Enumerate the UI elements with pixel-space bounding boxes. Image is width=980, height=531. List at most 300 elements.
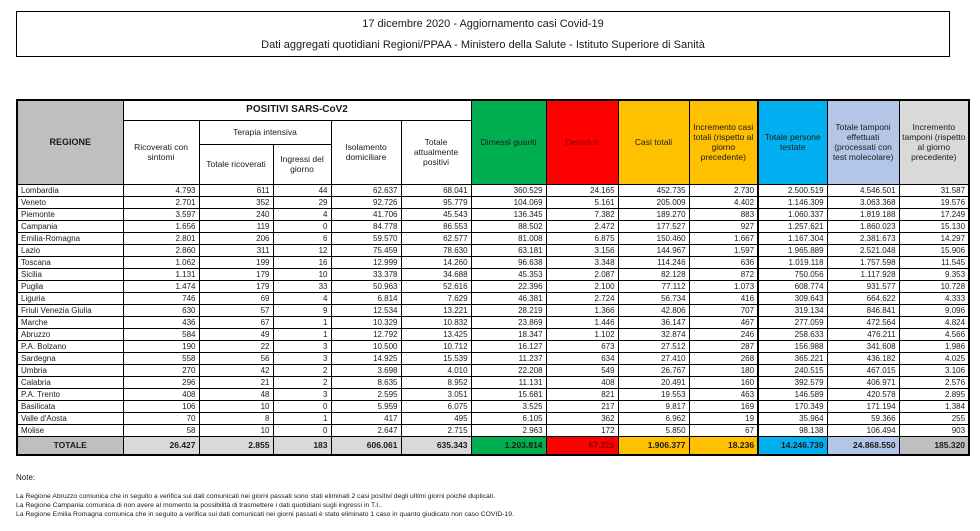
cell-value: 217	[546, 400, 618, 412]
cell-value: 277.059	[758, 316, 827, 328]
col-header-tamponi: Totale tamponi effettuati (processati con test molecolare)	[827, 100, 899, 184]
cell-value: 6	[273, 232, 331, 244]
cell-value: 88.502	[471, 220, 546, 232]
cell-value: 4.546.501	[827, 184, 899, 196]
cell-value: 44	[273, 184, 331, 196]
col-group-terapia-intensiva: Terapia intensiva	[199, 120, 331, 144]
table-row	[17, 340, 969, 352]
cell-value: 931.577	[827, 280, 899, 292]
cell-value: 9	[273, 304, 331, 316]
cell-value: 584	[123, 328, 199, 340]
cell-value: 4	[273, 292, 331, 304]
note-campania: La Regione Campania comunica di non avere al momento la possibilità di trasmettere i dati quotidiani sugli ingressi in T.I..	[16, 501, 382, 509]
cell-value: 10	[199, 400, 273, 412]
cell-value: 2	[273, 364, 331, 376]
cell-value: 177.527	[618, 220, 689, 232]
cell-value: 8.952	[401, 376, 471, 388]
table-row	[17, 424, 969, 436]
cell-value: 19.553	[618, 388, 689, 400]
cell-value: 20.491	[618, 376, 689, 388]
cell-value: 114.246	[618, 256, 689, 268]
cell-value: 31.587	[899, 184, 969, 196]
cell-value: 408	[123, 388, 199, 400]
cell-value: 416	[689, 292, 758, 304]
report-date-title: 17 dicembre 2020 - Aggiornamento casi Covid-19	[362, 18, 604, 30]
cell-value: 3.156	[546, 244, 618, 256]
cell-value: 1.757.598	[827, 256, 899, 268]
cell-value: 1.102	[546, 328, 618, 340]
cell-value: 4	[273, 208, 331, 220]
cell-value: 29	[273, 196, 331, 208]
cell-value: 1.446	[546, 316, 618, 328]
cell-value: 883	[689, 208, 758, 220]
cell-value: 36.147	[618, 316, 689, 328]
cell-value: 179	[199, 280, 273, 292]
region-name: Puglia	[17, 280, 123, 292]
cell-value: 3.051	[401, 388, 471, 400]
cell-value: 19.576	[899, 196, 969, 208]
cell-value: 246	[689, 328, 758, 340]
cell-value: 68.041	[401, 184, 471, 196]
cell-value: 319.134	[758, 304, 827, 316]
cell-value: 2.715	[401, 424, 471, 436]
cell-value: 4.793	[123, 184, 199, 196]
cell-value: 4.010	[401, 364, 471, 376]
cell-value: 1	[273, 328, 331, 340]
cell-value: 12.792	[331, 328, 401, 340]
cell-value: 1.819.188	[827, 208, 899, 220]
table-row	[17, 316, 969, 328]
cell-value: 1.474	[123, 280, 199, 292]
cell-value: 1.117.928	[827, 268, 899, 280]
cell-value: 846.841	[827, 304, 899, 316]
cell-value: 3.106	[899, 364, 969, 376]
cell-value: 170.349	[758, 400, 827, 412]
cell-value: 14.260	[401, 256, 471, 268]
cell-value: 392.579	[758, 376, 827, 388]
col-header-incremento-tamponi: Incremento tamponi (rispetto al giorno precedente)	[899, 100, 969, 184]
cell-value: 95.779	[401, 196, 471, 208]
cell-value: 6.075	[401, 400, 471, 412]
cell-value: 6.962	[618, 412, 689, 424]
totale-incremento-casi: 18.236	[689, 436, 758, 455]
cell-value: 81.008	[471, 232, 546, 244]
cell-value: 35.964	[758, 412, 827, 424]
cell-value: 0	[273, 400, 331, 412]
cell-value: 3.348	[546, 256, 618, 268]
cell-value: 50.963	[331, 280, 401, 292]
cell-value: 821	[546, 388, 618, 400]
cell-value: 2.472	[546, 220, 618, 232]
cell-value: 240	[199, 208, 273, 220]
cell-value: 1.019.118	[758, 256, 827, 268]
cell-value: 1	[273, 412, 331, 424]
cell-value: 8	[199, 412, 273, 424]
region-name: Marche	[17, 316, 123, 328]
cell-value: 18.347	[471, 328, 546, 340]
cell-value: 270	[123, 364, 199, 376]
cell-value: 206	[199, 232, 273, 244]
cell-value: 4.025	[899, 352, 969, 364]
cell-value: 255	[899, 412, 969, 424]
cell-value: 2.895	[899, 388, 969, 400]
table-row	[17, 304, 969, 316]
table-row	[17, 232, 969, 244]
cell-value: 1.986	[899, 340, 969, 352]
col-header-totale-positivi: Totale attualmente positivi	[401, 120, 471, 184]
cell-value: 4.402	[689, 196, 758, 208]
region-name: Campania	[17, 220, 123, 232]
col-header-dimessi-guariti: Dimessi guariti	[471, 100, 546, 184]
region-name: Emilia-Romagna	[17, 232, 123, 244]
cell-value: 3.698	[331, 364, 401, 376]
totale-dimessi: 1.203.814	[471, 436, 546, 455]
cell-value: 180	[689, 364, 758, 376]
cell-value: 144.967	[618, 244, 689, 256]
table-row	[17, 292, 969, 304]
cell-value: 1.656	[123, 220, 199, 232]
note-abruzzo: La Regione Abruzzo comunica che in seguito a verifica sui dati comunicati nei giorni passati sono stati eliminati 2 casi positivi degli ultimi giorni poiché duplicati.	[16, 493, 496, 500]
table-row	[17, 244, 969, 256]
cell-value: 2	[273, 376, 331, 388]
cell-value: 352	[199, 196, 273, 208]
cell-value: 495	[401, 412, 471, 424]
totale-terapia-intensiva: 2.855	[199, 436, 273, 455]
cell-value: 199	[199, 256, 273, 268]
cell-value: 3	[273, 352, 331, 364]
cell-value: 467.015	[827, 364, 899, 376]
cell-value: 205.009	[618, 196, 689, 208]
cell-value: 106.494	[827, 424, 899, 436]
cell-value: 9.817	[618, 400, 689, 412]
cell-value: 33.378	[331, 268, 401, 280]
cell-value: 903	[899, 424, 969, 436]
cell-value: 287	[689, 340, 758, 352]
cell-value: 84.778	[331, 220, 401, 232]
cell-value: 10.728	[899, 280, 969, 292]
cell-value: 52.616	[401, 280, 471, 292]
region-name: Liguria	[17, 292, 123, 304]
cell-value: 56	[199, 352, 273, 364]
cell-value: 664.622	[827, 292, 899, 304]
cell-value: 12	[273, 244, 331, 256]
cell-value: 1.062	[123, 256, 199, 268]
cell-value: 5.850	[618, 424, 689, 436]
cell-value: 59.366	[827, 412, 899, 424]
cell-value: 45.543	[401, 208, 471, 220]
cell-value: 420.578	[827, 388, 899, 400]
cell-value: 10.500	[331, 340, 401, 352]
totale-ricoverati: 26.427	[123, 436, 199, 455]
cell-value: 360.529	[471, 184, 546, 196]
region-name: Friuli Venezia Giulia	[17, 304, 123, 316]
cell-value: 15.681	[471, 388, 546, 400]
cell-value: 15.539	[401, 352, 471, 364]
cell-value: 258.633	[758, 328, 827, 340]
cell-value: 2.521.048	[827, 244, 899, 256]
cell-value: 106	[123, 400, 199, 412]
cell-value: 365.221	[758, 352, 827, 364]
table-row	[17, 328, 969, 340]
cell-value: 22.396	[471, 280, 546, 292]
region-name: Calabria	[17, 376, 123, 388]
cell-value: 12.999	[331, 256, 401, 268]
cell-value: 58	[123, 424, 199, 436]
cell-value: 746	[123, 292, 199, 304]
col-header-ricoverati-sintomi: Ricoverati con sintomi	[123, 120, 199, 184]
report-subtitle: Dati aggregati quotidiani Regioni/PPAA - Ministero della Salute - Istituto Superiore di Sanità	[261, 39, 705, 51]
cell-value: 927	[689, 220, 758, 232]
col-header-deceduti: Deceduti	[546, 100, 618, 184]
cell-value: 636	[689, 256, 758, 268]
cell-value: 8.635	[331, 376, 401, 388]
cell-value: 1.965.889	[758, 244, 827, 256]
cell-value: 2.381.673	[827, 232, 899, 244]
cell-value: 22	[199, 340, 273, 352]
totale-tamponi: 24.868.550	[827, 436, 899, 455]
cell-value: 17.249	[899, 208, 969, 220]
cell-value: 33	[273, 280, 331, 292]
table-body	[17, 184, 969, 436]
totale-label: TOTALE	[17, 436, 123, 455]
table-header	[17, 100, 969, 184]
cell-value: 1.060.337	[758, 208, 827, 220]
cell-value: 9.353	[899, 268, 969, 280]
cell-value: 1.167.304	[758, 232, 827, 244]
cell-value: 19	[689, 412, 758, 424]
cell-value: 2.724	[546, 292, 618, 304]
cell-value: 2.576	[899, 376, 969, 388]
cell-value: 69	[199, 292, 273, 304]
cell-value: 172	[546, 424, 618, 436]
table-row	[17, 412, 969, 424]
cell-value: 3	[273, 340, 331, 352]
cell-value: 56.734	[618, 292, 689, 304]
cell-value: 67	[199, 316, 273, 328]
cell-value: 63.181	[471, 244, 546, 256]
cell-value: 23.869	[471, 316, 546, 328]
cell-value: 872	[689, 268, 758, 280]
cell-value: 5.161	[546, 196, 618, 208]
cell-value: 2.087	[546, 268, 618, 280]
col-header-regione: REGIONE	[17, 100, 123, 184]
cell-value: 14.297	[899, 232, 969, 244]
region-name: Basilicata	[17, 400, 123, 412]
table-row	[17, 376, 969, 388]
cell-value: 0	[273, 220, 331, 232]
region-name: Umbria	[17, 364, 123, 376]
cell-value: 2.701	[123, 196, 199, 208]
cell-value: 1.257.621	[758, 220, 827, 232]
col-header-isolamento: Isolamento domiciliare	[331, 120, 401, 184]
cell-value: 150.460	[618, 232, 689, 244]
table-row	[17, 196, 969, 208]
cell-value: 34.688	[401, 268, 471, 280]
cell-value: 27.512	[618, 340, 689, 352]
table-row	[17, 268, 969, 280]
cell-value: 96.638	[471, 256, 546, 268]
cell-value: 549	[546, 364, 618, 376]
cell-value: 13.221	[401, 304, 471, 316]
region-name: Abruzzo	[17, 328, 123, 340]
cell-value: 11.131	[471, 376, 546, 388]
region-name: Sicilia	[17, 268, 123, 280]
cell-value: 296	[123, 376, 199, 388]
cell-value: 2.595	[331, 388, 401, 400]
table-row	[17, 184, 969, 196]
cell-value: 75.459	[331, 244, 401, 256]
cell-value: 4.824	[899, 316, 969, 328]
totale-casi: 1.906.377	[618, 436, 689, 455]
totale-isolamento: 606.061	[331, 436, 401, 455]
cell-value: 22.208	[471, 364, 546, 376]
note-emilia-romagna: La Regione Emilia Romagna comunica che in seguito a verifica sui dati comunicati nei giorni passati è stato eliminato 1 caso in quanto giudicato non caso COVID-19.	[16, 510, 514, 518]
cell-value: 119	[199, 220, 273, 232]
cell-value: 2.860	[123, 244, 199, 256]
cell-value: 10	[199, 424, 273, 436]
cell-value: 0	[273, 424, 331, 436]
cell-value: 160	[689, 376, 758, 388]
cell-value: 634	[546, 352, 618, 364]
cell-value: 70	[123, 412, 199, 424]
cell-value: 78.630	[401, 244, 471, 256]
region-name: Molise	[17, 424, 123, 436]
cell-value: 11.237	[471, 352, 546, 364]
cell-value: 171.194	[827, 400, 899, 412]
table-row	[17, 280, 969, 292]
cell-value: 67	[689, 424, 758, 436]
cell-value: 673	[546, 340, 618, 352]
cell-value: 190	[123, 340, 199, 352]
title-box	[16, 11, 950, 57]
cell-value: 472.564	[827, 316, 899, 328]
totale-attualmente-positivi: 635.343	[401, 436, 471, 455]
cell-value: 2.963	[471, 424, 546, 436]
cell-value: 15.130	[899, 220, 969, 232]
cell-value: 10	[273, 268, 331, 280]
cell-value: 26.767	[618, 364, 689, 376]
cell-value: 2.100	[546, 280, 618, 292]
region-name: Lazio	[17, 244, 123, 256]
cell-value: 156.988	[758, 340, 827, 352]
cell-value: 98.138	[758, 424, 827, 436]
region-name: Valle d'Aosta	[17, 412, 123, 424]
cell-value: 7.382	[546, 208, 618, 220]
cell-value: 42	[199, 364, 273, 376]
covid-data-table	[16, 99, 970, 456]
cell-value: 240.515	[758, 364, 827, 376]
cell-value: 57	[199, 304, 273, 316]
cell-value: 42.806	[618, 304, 689, 316]
cell-value: 21	[199, 376, 273, 388]
table-row	[17, 352, 969, 364]
table-row	[17, 208, 969, 220]
cell-value: 46.381	[471, 292, 546, 304]
cell-value: 28.219	[471, 304, 546, 316]
cell-value: 4.566	[899, 328, 969, 340]
cell-value: 6.814	[331, 292, 401, 304]
totale-row	[17, 436, 969, 455]
table-row	[17, 400, 969, 412]
cell-value: 12.534	[331, 304, 401, 316]
cell-value: 436	[123, 316, 199, 328]
cell-value: 1.597	[689, 244, 758, 256]
cell-value: 59.570	[331, 232, 401, 244]
cell-value: 608.774	[758, 280, 827, 292]
cell-value: 6.105	[471, 412, 546, 424]
cell-value: 1.860.023	[827, 220, 899, 232]
col-header-ingressi-giorno: Ingressi del giorno	[273, 144, 331, 184]
region-name: Toscana	[17, 256, 123, 268]
col-header-persone-testate: Totale persone testate	[758, 100, 827, 184]
cell-value: 9.096	[899, 304, 969, 316]
cell-value: 309.643	[758, 292, 827, 304]
col-group-positivi-sars-cov2: POSITIVI SARS-CoV2	[123, 100, 471, 120]
cell-value: 1.131	[123, 268, 199, 280]
cell-value: 2.801	[123, 232, 199, 244]
region-name: Piemonte	[17, 208, 123, 220]
cell-value: 311	[199, 244, 273, 256]
cell-value: 452.735	[618, 184, 689, 196]
cell-value: 3.597	[123, 208, 199, 220]
cell-value: 1	[273, 316, 331, 328]
cell-value: 436.182	[827, 352, 899, 364]
cell-value: 2.647	[331, 424, 401, 436]
cell-value: 750.056	[758, 268, 827, 280]
region-name: P.A. Bolzano	[17, 340, 123, 352]
cell-value: 707	[689, 304, 758, 316]
cell-value: 86.553	[401, 220, 471, 232]
cell-value: 10.832	[401, 316, 471, 328]
table-row	[17, 388, 969, 400]
notes-title: Note:	[16, 473, 36, 482]
cell-value: 27.410	[618, 352, 689, 364]
table-footer	[17, 436, 969, 455]
col-header-totale-ricoverati: Totale ricoverati	[199, 144, 273, 184]
cell-value: 1.384	[899, 400, 969, 412]
table-row	[17, 364, 969, 376]
cell-value: 15.906	[899, 244, 969, 256]
cell-value: 1.146.309	[758, 196, 827, 208]
cell-value: 630	[123, 304, 199, 316]
cell-value: 146.589	[758, 388, 827, 400]
cell-value: 32.874	[618, 328, 689, 340]
cell-value: 3.063.368	[827, 196, 899, 208]
region-name: Sardegna	[17, 352, 123, 364]
cell-value: 62.637	[331, 184, 401, 196]
cell-value: 16	[273, 256, 331, 268]
cell-value: 362	[546, 412, 618, 424]
cell-value: 82.128	[618, 268, 689, 280]
totale-ingressi: 183	[273, 436, 331, 455]
col-header-incremento-casi: Incremento casi totali (rispetto al giorno precedente)	[689, 100, 758, 184]
cell-value: 6.875	[546, 232, 618, 244]
region-name: P.A. Trento	[17, 388, 123, 400]
cell-value: 13.425	[401, 328, 471, 340]
cell-value: 136.345	[471, 208, 546, 220]
cell-value: 2.730	[689, 184, 758, 196]
col-header-casi-totali: Casi totali	[618, 100, 689, 184]
cell-value: 16.127	[471, 340, 546, 352]
cell-value: 1.366	[546, 304, 618, 316]
cell-value: 92.726	[331, 196, 401, 208]
cell-value: 41.706	[331, 208, 401, 220]
cell-value: 467	[689, 316, 758, 328]
cell-value: 341.608	[827, 340, 899, 352]
cell-value: 14.925	[331, 352, 401, 364]
totale-deceduti: 67.220	[546, 436, 618, 455]
cell-value: 10.712	[401, 340, 471, 352]
